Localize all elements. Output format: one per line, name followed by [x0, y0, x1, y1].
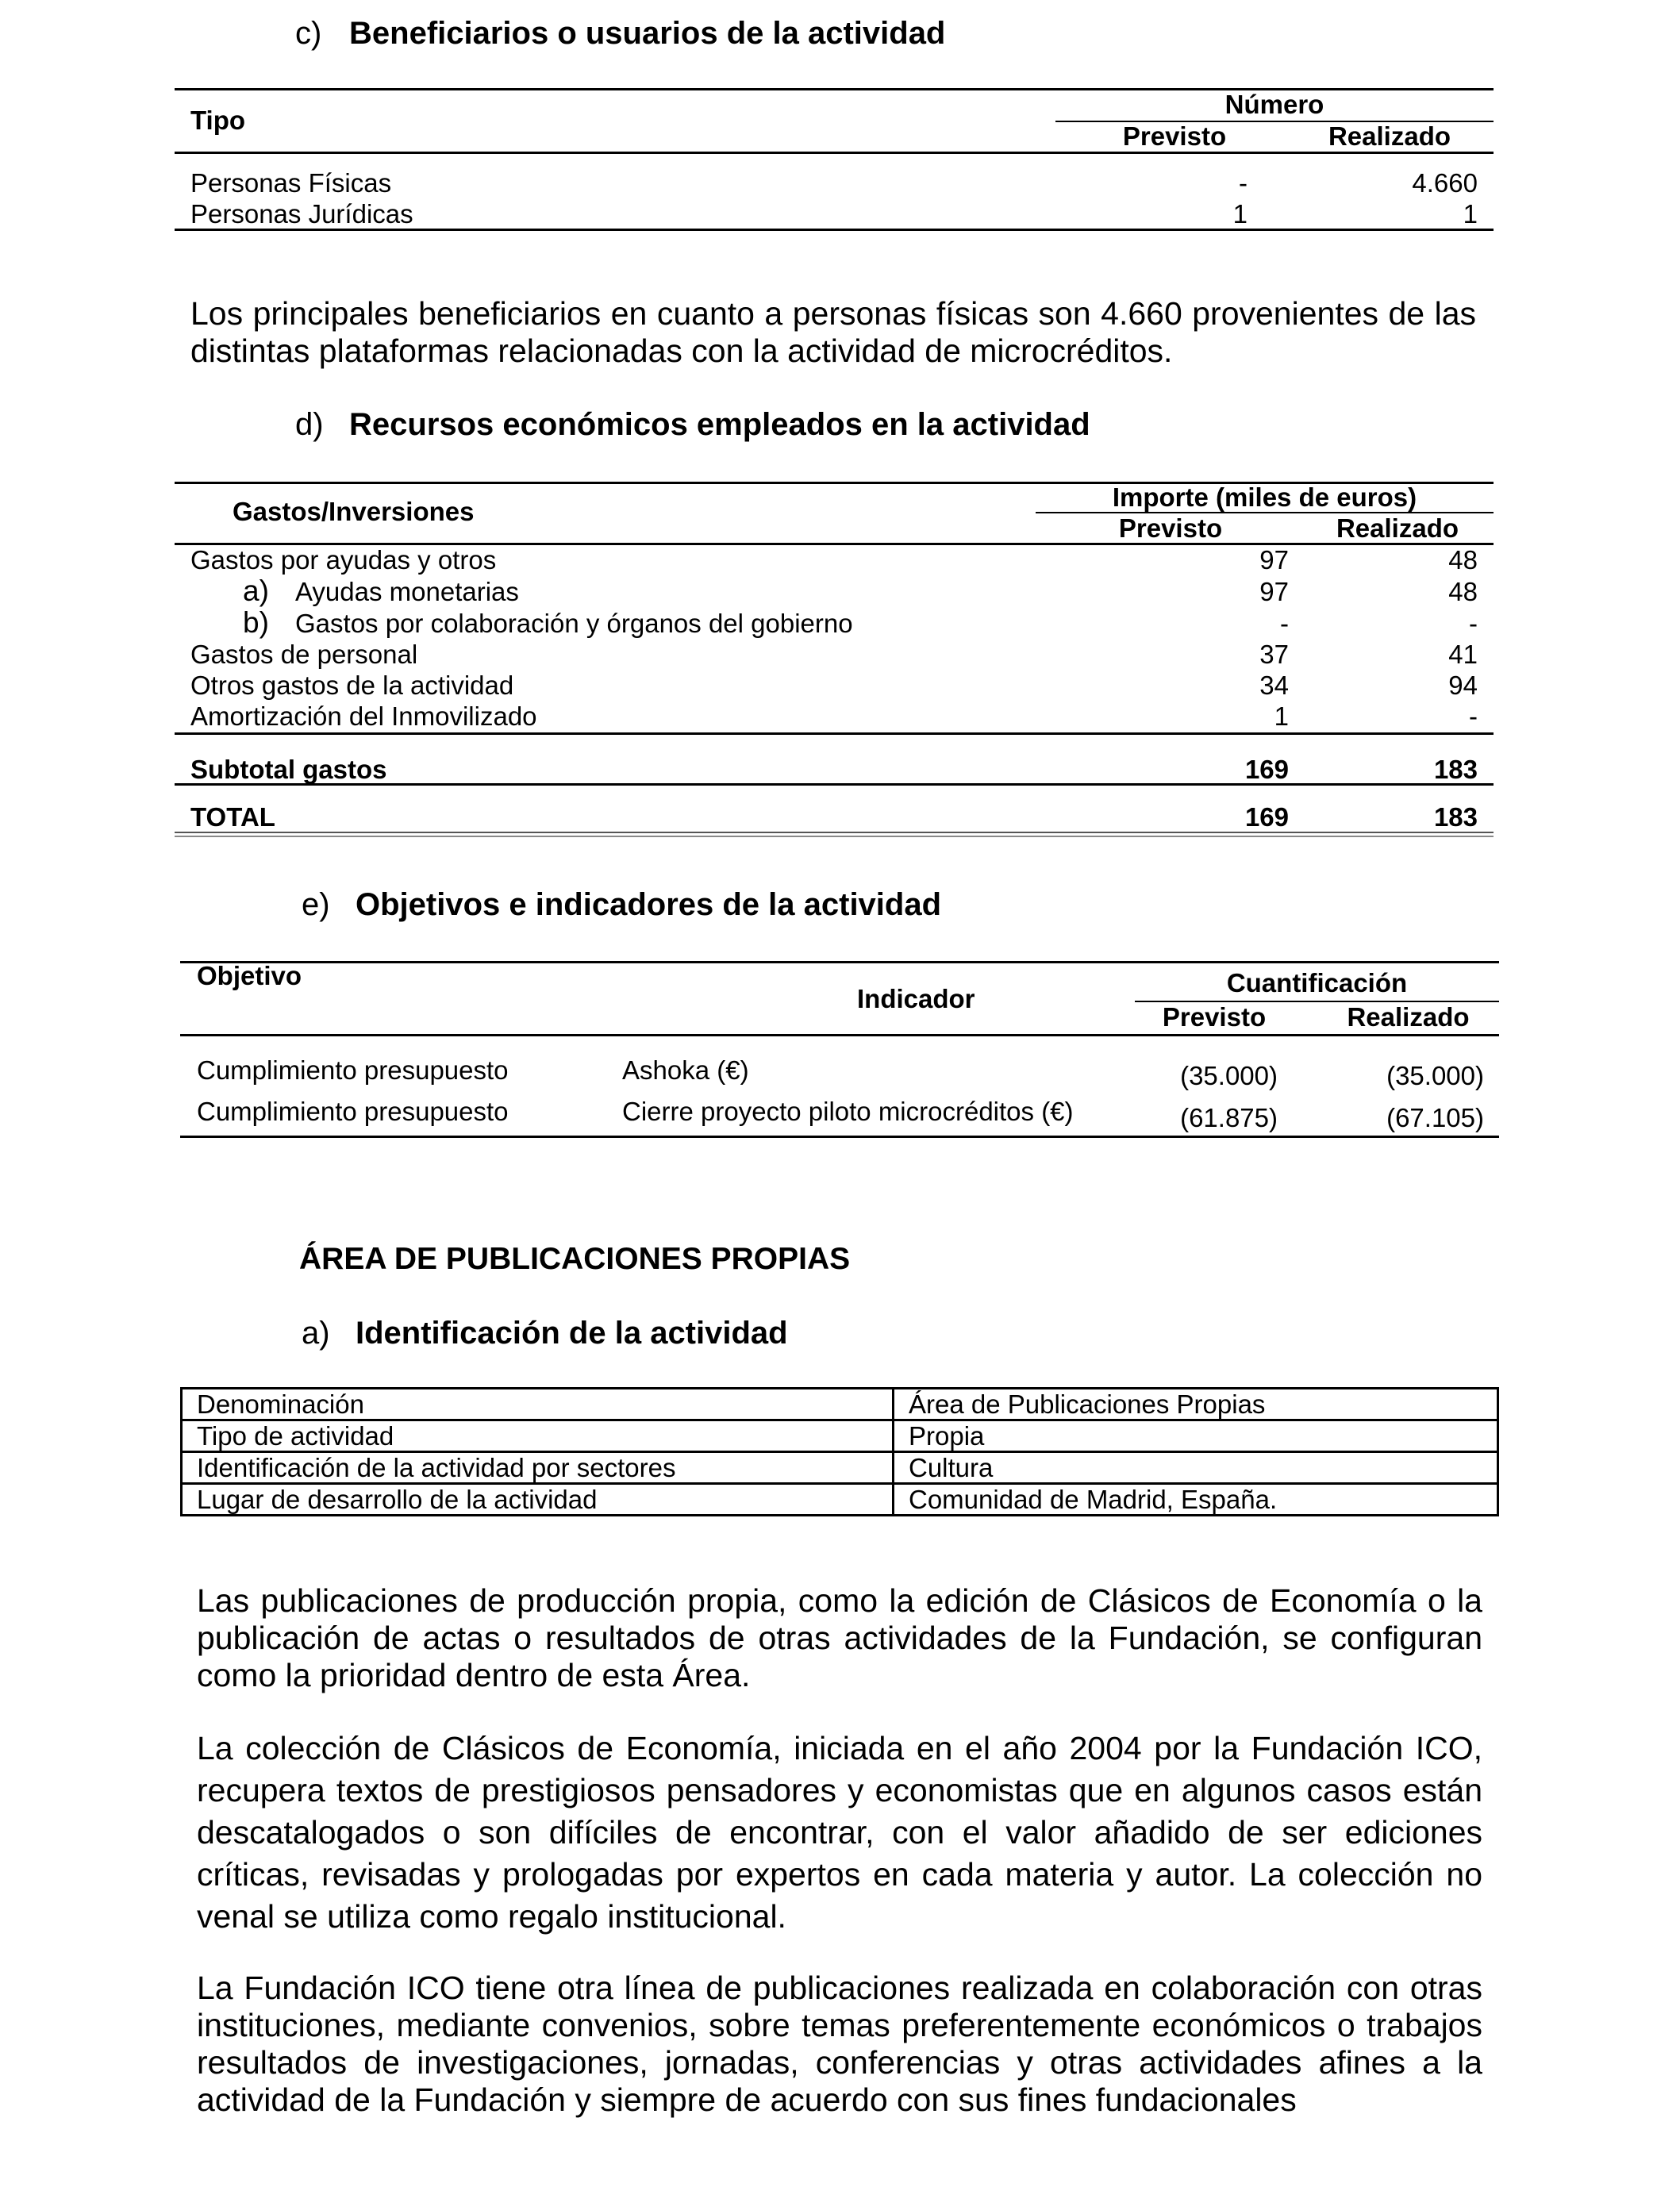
- table-row: [190, 701, 1478, 732]
- cell-realizado: 94: [1448, 671, 1478, 700]
- section-c-heading: [295, 16, 945, 52]
- section-letter: e): [302, 887, 330, 922]
- gastos-table: [190, 544, 1478, 732]
- cell-label: Gastos de personal: [190, 640, 418, 669]
- cell-key: Denominación: [182, 1389, 894, 1420]
- cell-previsto: 97: [1259, 545, 1289, 575]
- cell-objetivo: Cumplimiento presupuesto: [197, 1055, 509, 1085]
- cell-label: Amortización del Inmovilizado: [190, 701, 537, 731]
- total-double-rule-top: [175, 832, 1494, 833]
- section-letter: a): [302, 1316, 330, 1351]
- subtotal-previsto: 169: [1244, 755, 1289, 784]
- paragraph-publicaciones-1: Las publicaciones de producción propia, como la edición de Clásicos de Economía o la publicación de actas o resultados de otras actividades de la Fundación, se configuran como la prioridad dentro de esta Área.: [197, 1582, 1482, 1693]
- col-header-realizado: Realizado: [1328, 121, 1451, 151]
- cell-previsto: 1: [1232, 199, 1248, 229]
- cell-realizado: 48: [1448, 576, 1478, 606]
- subtotal-rule: [175, 783, 1494, 786]
- cell-realizado: 48: [1448, 545, 1478, 575]
- table-top-rule: [180, 961, 1499, 963]
- cell-indicador: Ashoka (€): [622, 1055, 749, 1085]
- cell-label: Gastos por colaboración y órganos del gobierno: [295, 609, 853, 638]
- cell-realizado: 1: [1463, 199, 1478, 229]
- cell-realizado: (67.105): [1386, 1103, 1484, 1132]
- cell-realizado: 41: [1448, 640, 1478, 669]
- section-letter: d): [295, 407, 324, 442]
- cell-key: Tipo de actividad: [182, 1420, 894, 1452]
- cell-previsto: 34: [1259, 671, 1289, 700]
- cell-realizado: -: [1469, 701, 1478, 731]
- section-title: Objetivos e indicadores de la actividad: [356, 887, 942, 922]
- cell-indicador: Cierre proyecto piloto microcréditos (€): [622, 1097, 1074, 1126]
- cell-realizado: -: [1469, 608, 1478, 638]
- section-title: Recursos económicos empleados en la actividad: [349, 407, 1090, 442]
- paragraph-publicaciones-3: La Fundación ICO tiene otra línea de publicaciones realizada en colaboración con otras instituciones, mediante convenios, sobre temas preferentemente económicos o trabajos resultados de investigaciones, jornadas, conferencias y otras actividades afines a la actividad de la Fundación y siempre de acuerdo con sus fines fundacionales: [197, 1970, 1482, 2118]
- col-header-cuantificacion: Cuantificación: [1226, 968, 1408, 997]
- row-letter: b): [243, 606, 269, 639]
- identificacion-table: [180, 1387, 1499, 1516]
- total-double-rule-bottom: [175, 836, 1494, 837]
- col-header-realizado: Realizado: [1347, 1002, 1470, 1032]
- table-row: [190, 575, 1478, 607]
- col-header-gastos: Gastos/Inversiones: [233, 497, 475, 526]
- header-bottom-rule: [180, 1034, 1499, 1036]
- col-header-objetivo: Objetivo: [197, 961, 302, 990]
- section-title: Identificación de la actividad: [356, 1316, 788, 1351]
- col-header-realizado: Realizado: [1336, 513, 1459, 543]
- section-title: Beneficiarios o usuarios de la actividad: [349, 16, 946, 51]
- cell-previsto: -: [1280, 608, 1289, 638]
- col-header-importe: Importe (miles de euros): [1112, 482, 1417, 512]
- section-d-heading: [295, 407, 1090, 443]
- cell-objetivo: Cumplimiento presupuesto: [197, 1097, 509, 1126]
- subtotal-realizado: 183: [1433, 755, 1478, 784]
- table-bottom-rule: [175, 229, 1494, 231]
- col-header-tipo: Tipo: [190, 106, 246, 135]
- cell-previsto: 97: [1259, 576, 1289, 606]
- cell-tipo: Personas Físicas: [190, 168, 392, 198]
- cell-realizado: (35.000): [1386, 1061, 1484, 1090]
- total-previsto: 169: [1244, 802, 1289, 832]
- table-row: [182, 1484, 1498, 1516]
- cell-previsto: (35.000): [1180, 1061, 1278, 1090]
- table-row: [190, 639, 1478, 670]
- cell-label: Gastos por ayudas y otros: [190, 545, 497, 575]
- table-row: [190, 198, 1478, 229]
- row-letter: a): [243, 575, 269, 607]
- cell-key: Lugar de desarrollo de la actividad: [182, 1484, 894, 1516]
- rows-bottom-rule: [175, 732, 1494, 735]
- cell-previsto: 37: [1259, 640, 1289, 669]
- cell-previsto: 1: [1274, 701, 1289, 731]
- paragraph-publicaciones-2: La colección de Clásicos de Economía, iniciada en el año 2004 por la Fundación ICO, recupera textos de prestigiosos pensadores y economistas que en algunos casos están descatalogados o son difíciles de encontrar, con el valor añadido de ser ediciones críticas, revisadas y prologadas por expertos en cada materia y autor. La colección no venal se utiliza como regalo institucional.: [197, 1730, 1482, 1935]
- total-row: [190, 801, 1478, 832]
- table-row: [182, 1389, 1498, 1420]
- area-title: ÁREA DE PUBLICACIONES PROPIAS: [299, 1242, 851, 1276]
- beneficiarios-table: [190, 167, 1478, 229]
- subtotal-label: Subtotal gastos: [190, 755, 387, 784]
- total-realizado: 183: [1433, 802, 1478, 832]
- table-row: [182, 1452, 1498, 1484]
- table-row: [190, 544, 1478, 575]
- col-header-previsto: Previsto: [1122, 121, 1227, 151]
- table-row: [190, 607, 1478, 639]
- table-bottom-rule: [180, 1136, 1499, 1138]
- cell-previsto: (61.875): [1180, 1103, 1278, 1132]
- col-header-previsto: Previsto: [1162, 1002, 1267, 1032]
- section-letter: c): [295, 16, 322, 51]
- cell-label: Ayudas monetarias: [295, 577, 519, 606]
- cell-value: Comunidad de Madrid, España.: [894, 1484, 1498, 1516]
- section-e-heading: [302, 887, 941, 923]
- table-row: [190, 670, 1478, 701]
- cell-value: Área de Publicaciones Propias: [894, 1389, 1498, 1420]
- cell-value: Propia: [894, 1420, 1498, 1452]
- cell-value: Cultura: [894, 1452, 1498, 1484]
- subtotal-row: [190, 754, 1478, 785]
- table-row: [190, 167, 1478, 198]
- col-header-numero: Número: [1224, 90, 1324, 119]
- paragraph-beneficiarios: Los principales beneficiarios en cuanto a personas físicas son 4.660 provenientes de las distintas plataformas relacionadas con la actividad de microcréditos.: [190, 295, 1476, 369]
- section-a-heading: [302, 1316, 788, 1351]
- col-header-indicador: Indicador: [857, 984, 975, 1013]
- col-header-previsto: Previsto: [1118, 513, 1223, 543]
- header-bottom-rule: [175, 152, 1494, 154]
- cell-key: Identificación de la actividad por sectores: [182, 1452, 894, 1484]
- table-row: [182, 1420, 1498, 1452]
- cell-tipo: Personas Jurídicas: [190, 199, 413, 229]
- total-label: TOTAL: [190, 802, 275, 832]
- cell-previsto: -: [1239, 168, 1248, 198]
- cell-realizado: 4.660: [1412, 168, 1478, 198]
- cell-label: Otros gastos de la actividad: [190, 671, 514, 700]
